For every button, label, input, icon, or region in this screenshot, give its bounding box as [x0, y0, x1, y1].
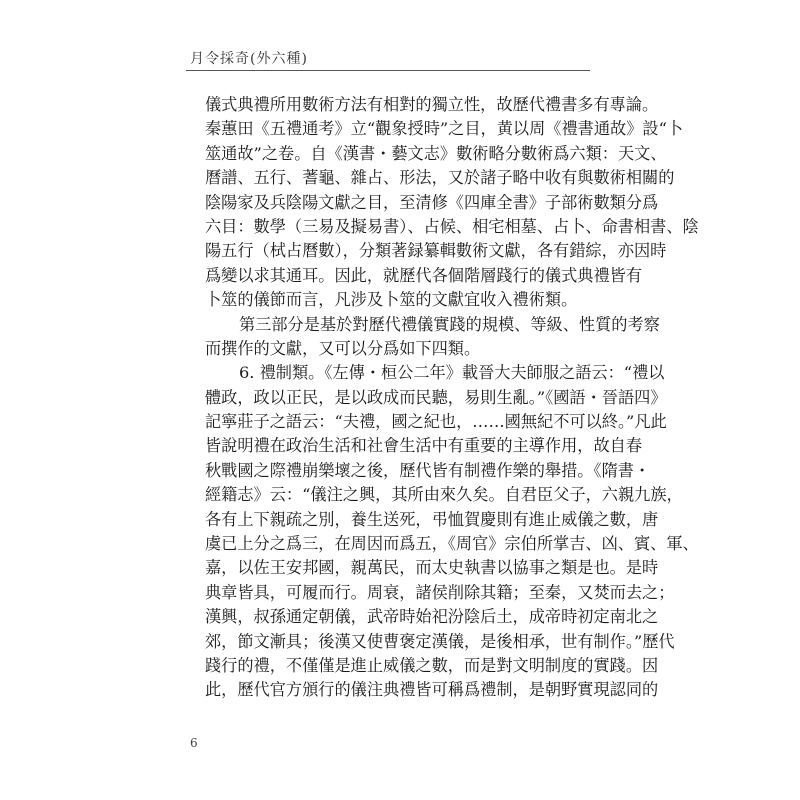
- text-line: 曆譜、五行、蓍龜、雜占、形法，又於諸子略中收有與數術相關的: [205, 168, 675, 188]
- running-header: 月令採奇(外六種): [190, 51, 308, 67]
- text-line: 秦蕙田《五禮通考》立“觀象授時”之目，黄以周《禮書通故》設“卜: [205, 119, 684, 139]
- text-line: 爲變以求其通耳。因此，就歷代各個階層踐行的儀式典禮皆有: [205, 265, 643, 285]
- paragraph-start-line: 6. 禮制類。《左傳・桓公二年》載晉大夫師服之語云：“禮以: [239, 363, 665, 383]
- text-line: 而撰作的文獻，又可以分爲如下四類。: [205, 338, 481, 358]
- text-line: 嘉，以佐王安邦國，親萬民，而太史執書以協事之類是也。是時: [205, 558, 659, 578]
- header-rule: [186, 70, 590, 71]
- text-line: 記寧莊子之語云：“夫禮，國之紀也，……國無紀不可以終。”凡此: [205, 412, 667, 432]
- text-line: 陽五行（栻占曆數），分類著録纂輯數術文獻，各有錯綜，亦因時: [205, 241, 667, 261]
- body-text: [205, 93, 699, 703]
- text-line: 卜筮的儀節而言，凡涉及卜筮的文獻宜收入禮術類。: [205, 290, 578, 310]
- text-line: 漢興，叔孫通定朝儀，武帝時始祀汾陰后土，成帝時初定南北之: [205, 607, 659, 627]
- page-number: 6: [190, 736, 198, 750]
- text-line: 郊，節文漸具；後漢又使曹褒定漢儀，是後相承，世有制作。”歷代: [205, 631, 675, 651]
- text-line: 筮通故”之卷。自《漢書・藝文志》數術略分數術爲六類：天文、: [205, 143, 667, 163]
- text-line: 秋戰國之際禮崩樂壞之後，歷代皆有制禮作樂的舉措。《隋書・: [205, 460, 651, 480]
- paragraph-start-line: 第三部分是基於對歷代禮儀實踐的規模、等級、性質的考察: [239, 314, 660, 334]
- text-line: 此，歷代官方頒行的儀注典禮皆可稱爲禮制，是朝野實現認同的: [205, 680, 659, 700]
- text-line: 陰陽家及兵陰陽文獻之目，至清修《四庫全書》子部術數類分爲: [205, 192, 659, 212]
- text-line: 虞已上分之爲三，在周因而爲五，《周官》宗伯所掌吉、凶、賓、軍、: [205, 534, 699, 554]
- text-line: 體政，政以正民，是以政成而民聽，易則生亂。”《國語・晉語四》: [205, 387, 667, 407]
- text-line: 典章皆具，可履而行。周衰，諸侯削除其籍；至秦，又焚而去之；: [205, 582, 675, 602]
- text-line: 儀式典禮所用數術方法有相對的獨立性，故歷代禮書多有專論。: [205, 95, 659, 114]
- text-line: 皆說明禮在政治生活和社會生活中有重要的主導作用，故自春: [205, 436, 643, 456]
- text-line: 踐行的禮，不僅僅是進止威儀之數，而是對文明制度的實踐。因: [205, 655, 659, 675]
- text-line: 經籍志》云：“儀注之興，其所由來久矣。自君臣父子，六親九族，: [205, 485, 683, 505]
- text-line: 各有上下親疏之別，養生送死，弔恤賀慶則有進止威儀之數，唐: [205, 509, 659, 529]
- text-line: 六目：數學（三易及擬易書）、占候、相宅相墓、占卜、命書相書、陰: [205, 216, 699, 236]
